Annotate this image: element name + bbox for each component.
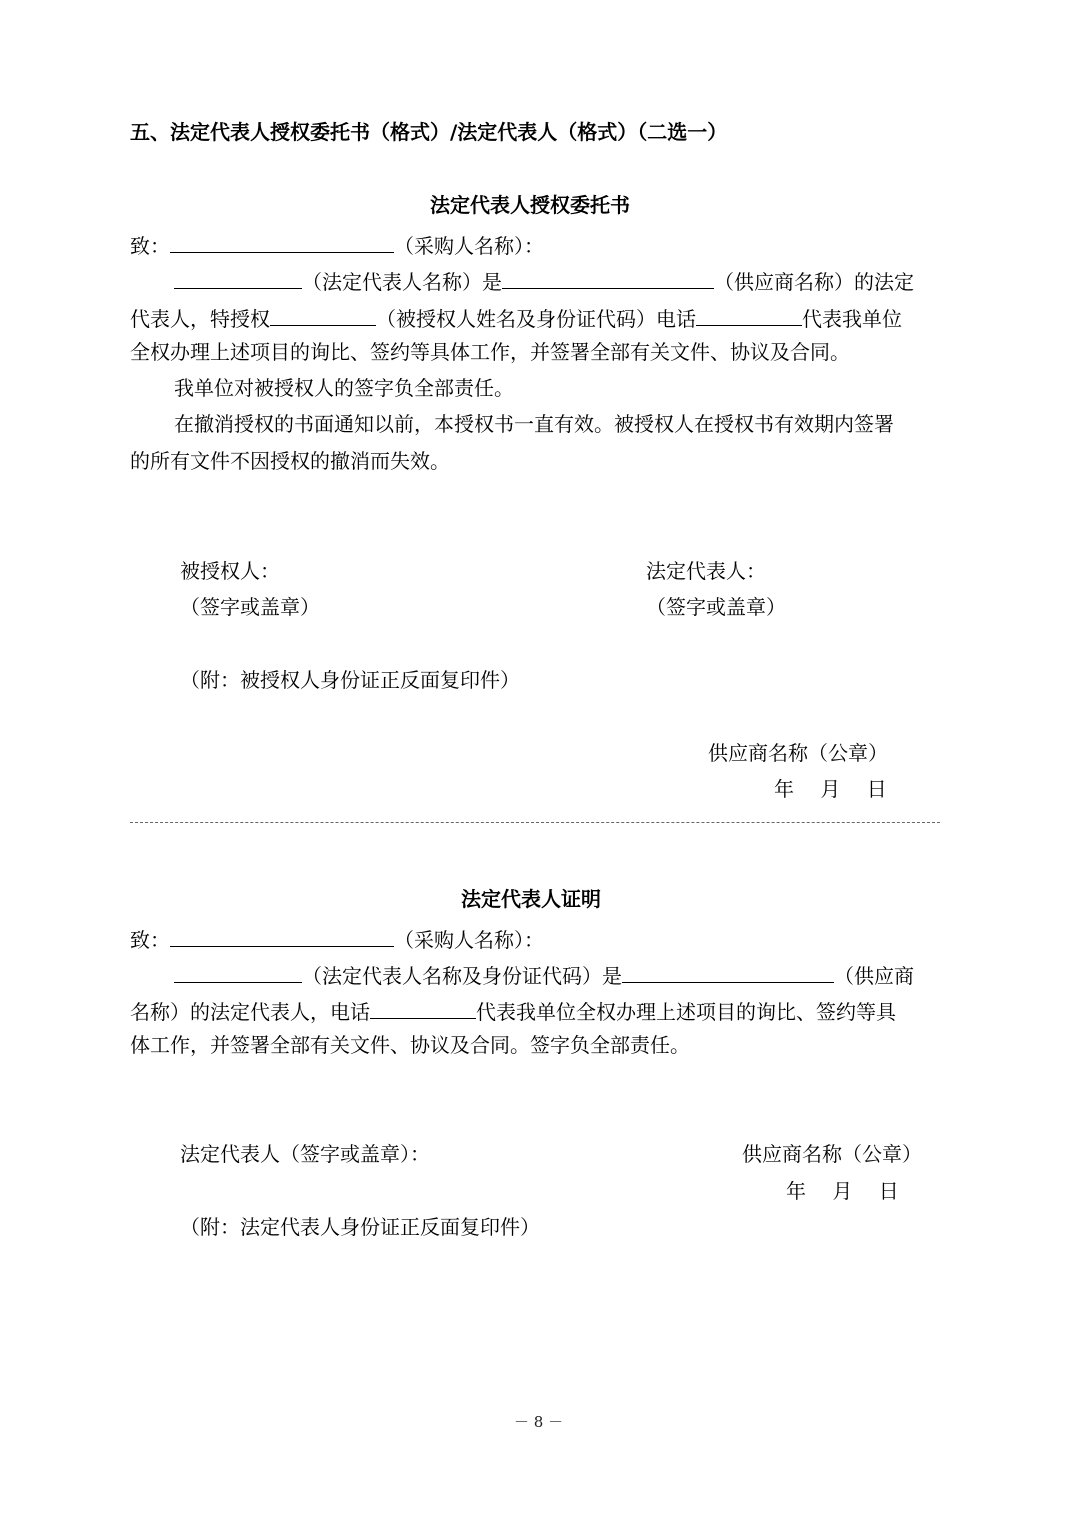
form1-attachment-note: （附：被授权人身份证正反面复印件） xyxy=(180,668,520,692)
supplier-name-field[interactable] xyxy=(502,268,714,289)
form1-line-2-text-b: （被授权人姓名及身份证代码）电话 xyxy=(376,307,696,331)
form1-to-prefix: 致： xyxy=(130,234,170,258)
form2-title: 法定代表人证明 xyxy=(461,887,601,911)
authorized-person-sign: （签字或盖章） xyxy=(180,595,320,619)
form1-line-3: 全权办理上述项目的询比、签约等具体工作，并签署全部有关文件、协议及合同。 xyxy=(130,340,850,364)
form2-to-prefix: 致： xyxy=(130,928,170,952)
form2-line-1 xyxy=(174,962,914,986)
phone-field[interactable] xyxy=(696,305,802,326)
form2-line-2-text-b: 代表我单位全权办理上述项目的询比、签约等具 xyxy=(476,1000,896,1024)
section-heading: 五、法定代表人授权委托书（格式）/法定代表人（格式）（二选一） xyxy=(130,120,728,144)
form1-to-line xyxy=(130,232,544,256)
form2-line-2 xyxy=(130,998,896,1022)
form1-title: 法定代表人授权委托书 xyxy=(430,193,630,217)
form1-line-1-text-b: （供应商名称）的法定 xyxy=(714,270,914,294)
form2-to-line xyxy=(130,926,544,950)
form2-legal-rep-sign: 法定代表人（签字或盖章）： xyxy=(180,1142,430,1166)
form2-date: 年 月 日 xyxy=(786,1179,899,1203)
form2-supplier-seal: 供应商名称（公章） xyxy=(742,1142,922,1166)
form2-supplier-name-field[interactable] xyxy=(622,962,834,983)
legal-rep-name-field[interactable] xyxy=(174,268,302,289)
legal-rep-sign: （签字或盖章） xyxy=(646,595,786,619)
form1-date: 年 月 日 xyxy=(774,777,887,801)
form1-line-2 xyxy=(130,305,902,329)
form2-phone-field[interactable] xyxy=(370,998,476,1019)
purchaser-name-field[interactable] xyxy=(170,232,394,253)
authorized-person-label: 被授权人： xyxy=(180,559,280,583)
form2-line-1-text-b: （供应商 xyxy=(834,964,914,988)
form1-line-6: 的所有文件不因授权的撤消而失效。 xyxy=(130,449,450,473)
form1-line-5: 在撤消授权的书面通知以前，本授权书一直有效。被授权人在授权书有效期内签署 xyxy=(174,412,894,436)
authorized-person-field[interactable] xyxy=(270,305,376,326)
form2-line-2-text-a: 名称）的法定代表人，电话 xyxy=(130,1000,370,1024)
form1-line-2-text-c: 代表我单位 xyxy=(802,307,902,331)
page-number: － 8 － xyxy=(514,1413,564,1431)
form2-attachment-note: （附：法定代表人身份证正反面复印件） xyxy=(180,1215,540,1239)
form1-line-2-text-a: 代表人，特授权 xyxy=(130,307,270,331)
form1-line-1 xyxy=(174,268,914,292)
form1-line-4: 我单位对被授权人的签字负全部责任。 xyxy=(174,376,514,400)
section-separator xyxy=(130,822,940,823)
form2-line-1-text-a: （法定代表人名称及身份证代码）是 xyxy=(302,964,622,988)
form2-line-3: 体工作，并签署全部有关文件、协议及合同。签字负全部责任。 xyxy=(130,1033,690,1057)
form1-supplier-seal: 供应商名称（公章） xyxy=(708,741,888,765)
form2-to-suffix: （采购人名称）： xyxy=(394,928,544,952)
form1-to-suffix: （采购人名称）： xyxy=(394,234,544,258)
form2-legal-rep-name-field[interactable] xyxy=(174,962,302,983)
legal-rep-label: 法定代表人： xyxy=(646,559,766,583)
form2-purchaser-name-field[interactable] xyxy=(170,926,394,947)
form1-line-1-text-a: （法定代表人名称）是 xyxy=(302,270,502,294)
